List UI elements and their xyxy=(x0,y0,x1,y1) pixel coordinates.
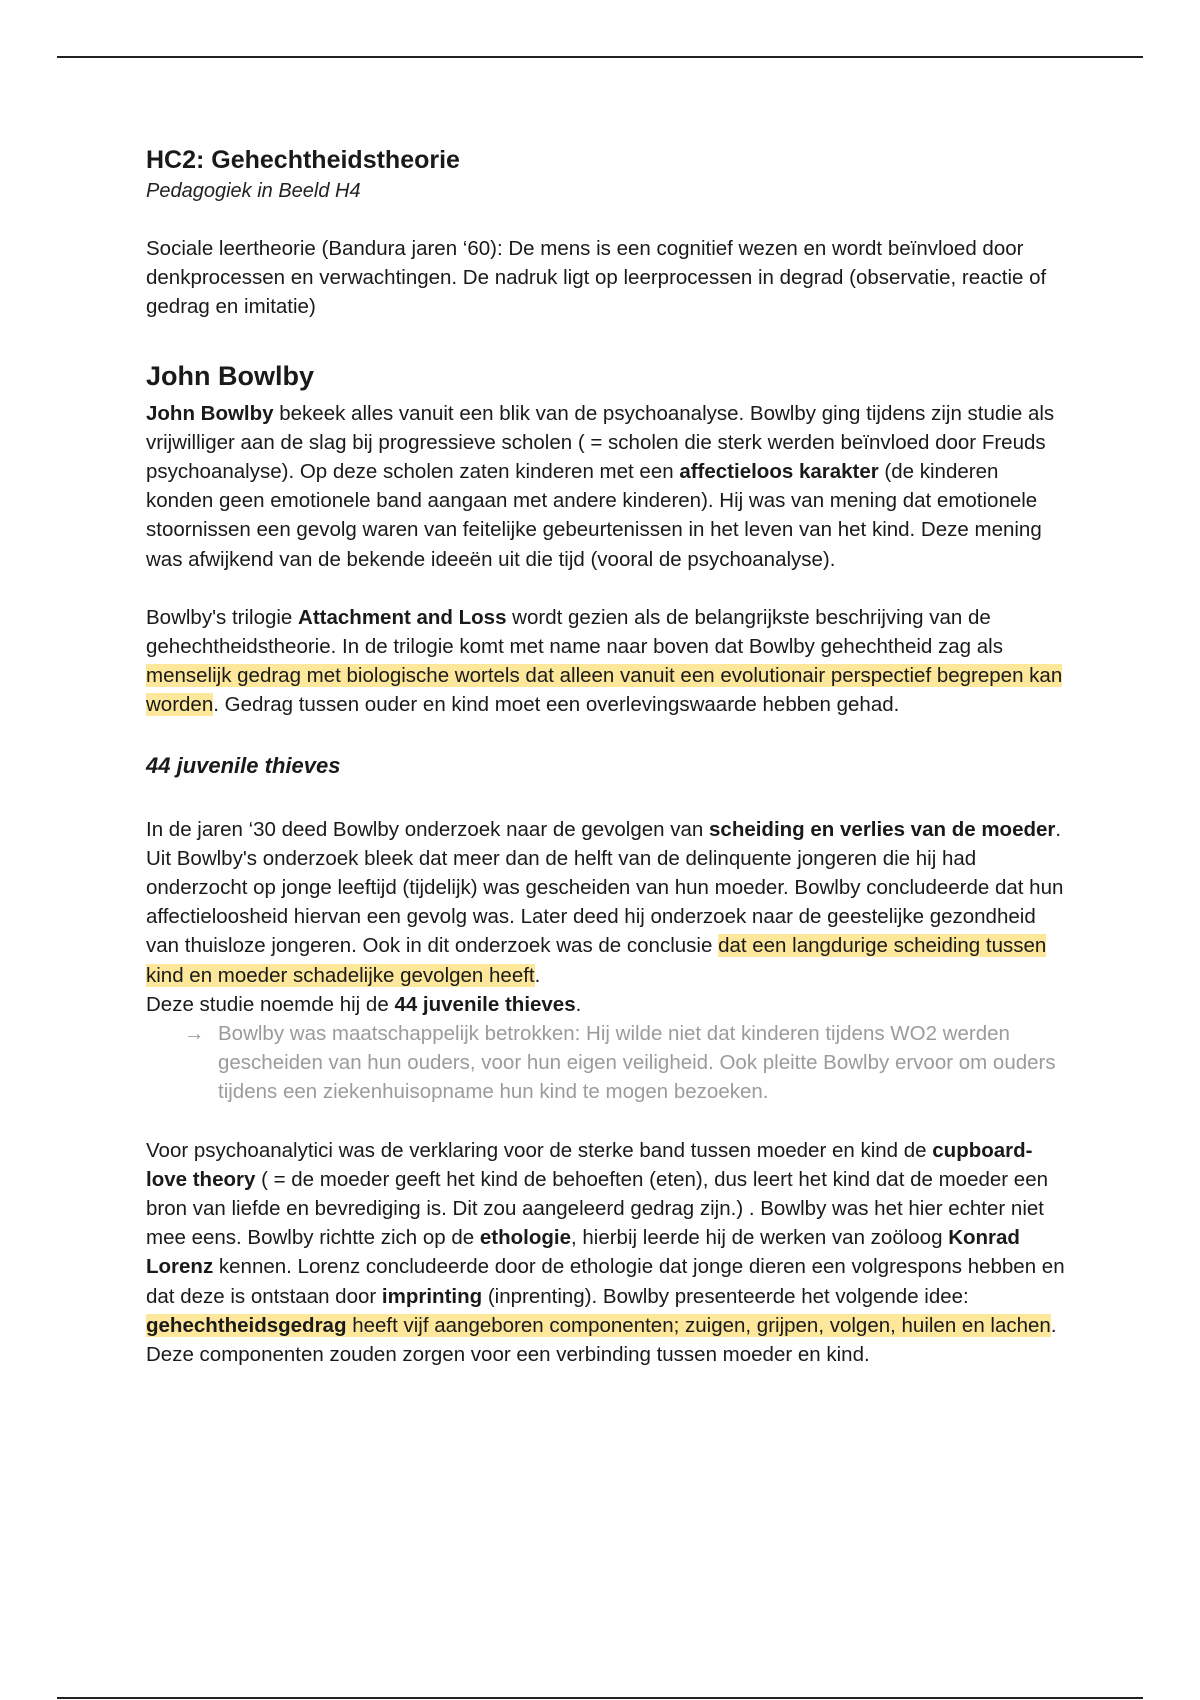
thieves-paragraph-1: In de jaren ‘30 deed Bowlby onderzoek naar de gevolgen van scheiding en verlies van de moeder. Uit Bowlby's onderzoek bleek dat meer dan de helft van de delinquente jongeren die hij had onderzocht op jonge leeftijd (tijdelijk) was gescheiden van hun moeder. Bowlby concludeerde dat hun affectieloosheid hiervan een gevolg was. Later deed hij onderzoek naar de geestelijke gezondheid van thuisloze jongeren. Ook in dit onderzoek was de conclusie dat een langdurige scheiding tussen kind en moeder schadelijke gevolgen heeft. Deze studie noemde hij de 44 juvenile thieves. xyxy=(146,817,1064,1016)
bold-term: ethologie xyxy=(479,1226,571,1250)
highlighted-bold-term: gehechtheidsgedrag xyxy=(146,1313,347,1337)
document-subtitle: Pedagogiek in Beeld H4 xyxy=(146,180,361,202)
document-body xyxy=(146,143,1066,1369)
bold-term: Attachment and Loss xyxy=(298,605,507,629)
highlighted-text: dat een langdurige scheiding tussen kind en moeder schadelijke gevolgen heeft xyxy=(146,934,1047,987)
section-heading-john-bowlby: John Bowlby xyxy=(146,360,314,391)
intro-paragraph: Sociale leertheorie (Bandura jaren ‘60): De mens is een cognitief wezen en wordt beïnvloed door denkprocessen en verwachtingen. De nadruk ligt op leerprocessen in degrad (observatie, reactie of gedrag en imitatie) xyxy=(146,237,1047,319)
highlighted-text: heeft vijf aangeboren componenten; zuigen, grijpen, volgen, huilen en lachen xyxy=(346,1313,1051,1337)
bowlby-paragraph-2: Bowlby's trilogie Attachment and Loss wordt gezien als de belangrijkste beschrijving van de gehechtheidstheorie. In de trilogie komt met name naar boven dat Bowlby gehechtheid zag als menselijk gedrag met biologische wortels dat alleen vanuit een evolutionair perspectief begrepen kan worden. Gedrag tussen ouder en kind moet een overlevingswaarde hebben gehad. xyxy=(146,605,1063,717)
bold-term: cupboard-love theory xyxy=(146,1138,1033,1191)
document-title: HC2: Gehechtheidstheorie xyxy=(146,146,460,174)
highlighted-text: menselijk gedrag met biologische wortels dat alleen vanuit een evolutionair perspectief begrepen kan worden xyxy=(146,664,1063,717)
thieves-paragraph-2: Voor psychoanalytici was de verklaring voor de sterke band tussen moeder en kind de cupboard-love theory ( = de moeder geeft het kind de behoeften (eten), dus leert het kind dat de moeder een bron van liefde en bevrediging is. Dit zou aangeleerd gedrag zijn.) . Bowlby was het hier echter niet mee eens. Bowlby richtte zich op de ethologie, hierbij leerde hij de werken van zoöloog Konrad Lorenz kennen. Lorenz concludeerde door de ethologie dat jonge dieren een volgrespons hebben en dat deze is ontstaan door imprinting (inprenting). Bowlby presenteerde het volgende idee: gehechtheidsgedrag heeft vijf aangeboren componenten; zuigen, grijpen, volgen, huilen en lachen. Deze componenten zouden zorgen voor een verbinding tussen moeder en kind. xyxy=(146,1138,1065,1367)
bold-term: affectieloos karakter xyxy=(679,460,879,484)
bold-term: imprinting xyxy=(381,1284,483,1308)
bold-term: John Bowlby xyxy=(146,401,274,425)
bold-term: scheiding en verlies van de moeder xyxy=(709,817,1056,841)
note-text: Bowlby was maatschappelijk betrokken: Hij wilde niet dat kinderen tijdens WO2 werden gescheiden van hun ouders, voor hun eigen veiligheid. Ook pleitte Bowlby ervoor om ouders tijdens een ziekenhuisopname hun kind te mogen bezoeken. xyxy=(218,1022,1056,1104)
section-heading-44-juvenile-thieves: 44 juvenile thieves xyxy=(146,752,341,778)
note-bullet xyxy=(146,1019,1066,1107)
bold-term: 44 juvenile thieves xyxy=(394,992,576,1016)
bottom-rule xyxy=(57,1697,1143,1699)
bowlby-paragraph-1: John Bowlby bekeek alles vanuit een blik van de psychoanalyse. Bowlby ging tijdens zijn studie als vrijwilliger aan de slag bij progressieve scholen ( = scholen die sterk werden beïnvloed door Freuds psychoanalyse). Op deze scholen zaten kinderen met een affectieloos karakter (de kinderen konden geen emotionele band aangaan met andere kinderen). Hij was van mening dat emotionele stoornissen een gevolg waren van feitelijke gebeurtenissen in het leven van het kind. Deze mening was afwijkend van de bekende ideeën uit die tijd (vooral de psychoanalyse). xyxy=(146,401,1055,571)
top-rule xyxy=(57,56,1143,58)
arrow-right-icon: → xyxy=(184,1022,205,1046)
bold-term: Konrad Lorenz xyxy=(146,1226,1020,1279)
